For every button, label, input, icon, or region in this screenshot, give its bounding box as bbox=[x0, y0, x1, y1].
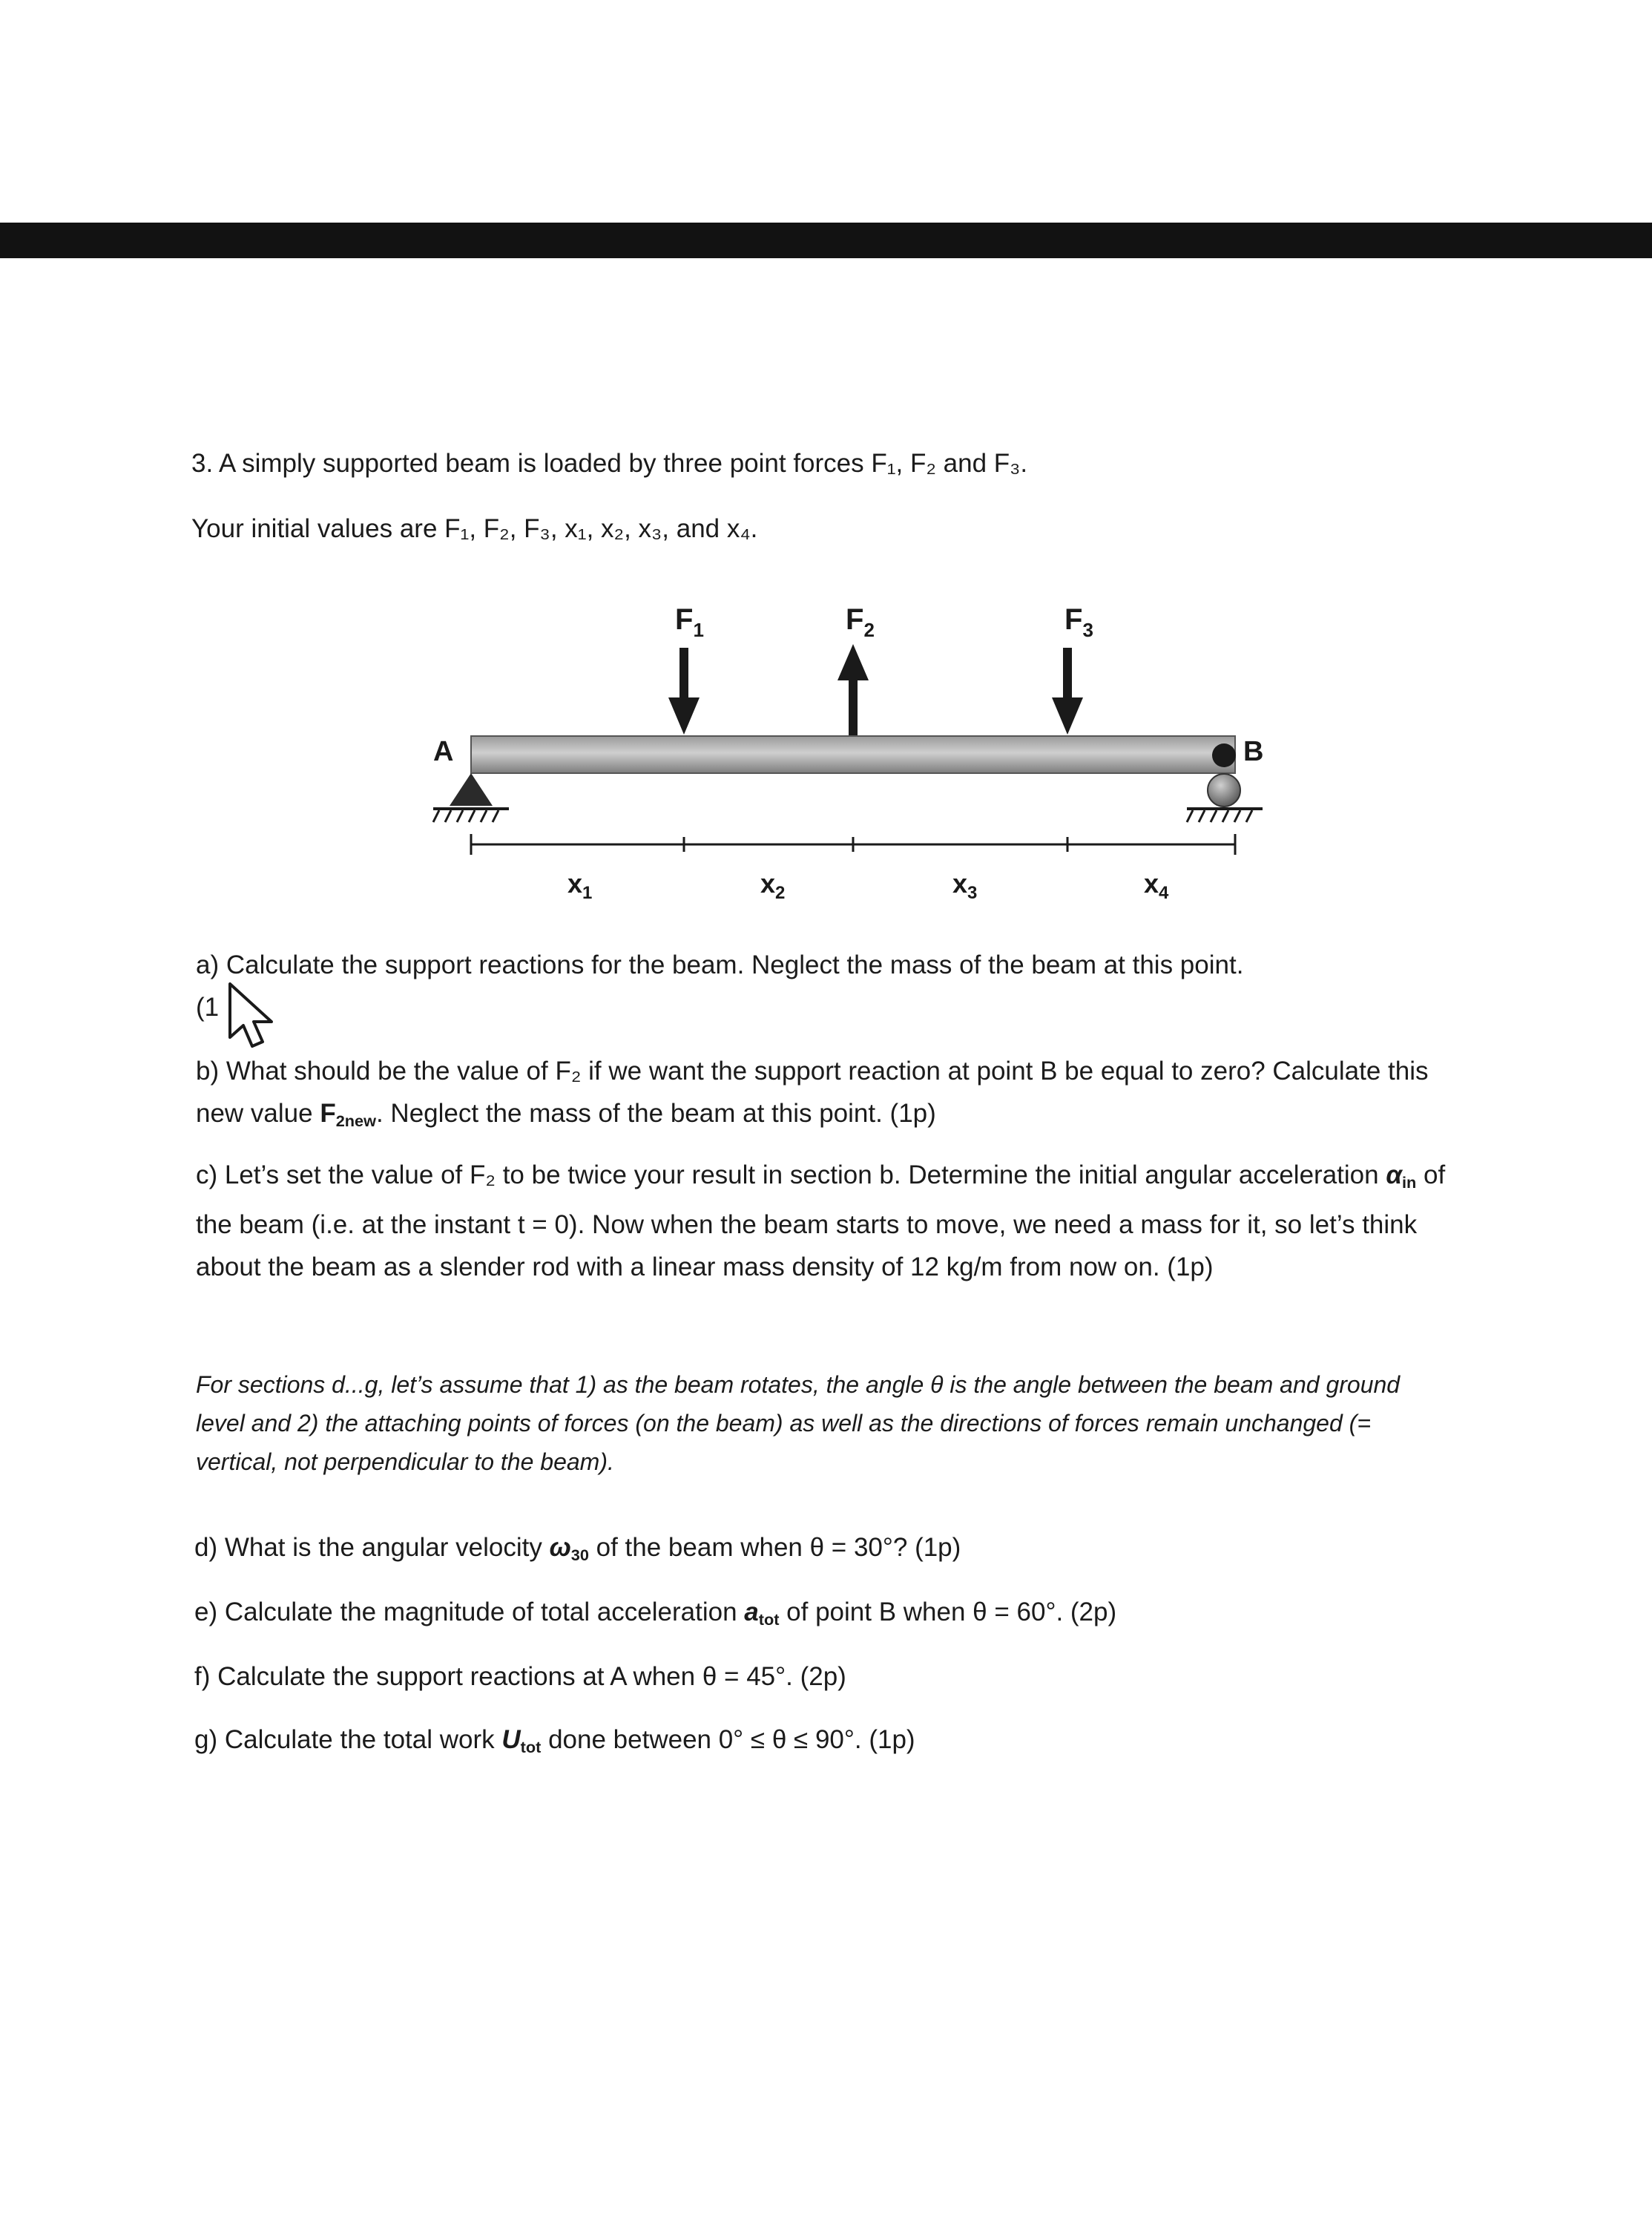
beam-diagram bbox=[401, 579, 1264, 920]
dimension-label-x2: $x_2$ bbox=[760, 868, 786, 903]
dimension-line bbox=[471, 834, 1235, 855]
dimension-label-x3: $x_3$ bbox=[952, 868, 978, 903]
question-c: c) Let’s set the value of F₂ to be twice your result in section b. Determine the initial angular acceleration $\alpha_{in}$ of the beam (i.e. at the instant t = 0). Now when the beam starts to move, we need a mass for it, so let’s think about the beam as a slender rod with a linear mass density of 12 kg/m from now on. (1p) bbox=[196, 1160, 1446, 1282]
problem-intro-line-1: 3. A simply supported beam is loaded by three point forces F₁, F₂ and F₃. bbox=[191, 449, 1028, 478]
question-f: f) Calculate the support reactions at A when θ = 45°. (2p) bbox=[194, 1662, 846, 1691]
beam bbox=[471, 736, 1235, 773]
force-arrow-f3-down bbox=[1052, 648, 1083, 735]
assumptions-note: For sections d...g, let’s assume that 1) as the beam rotates, the angle θ is the angle between the beam and ground level and 2) the attaching points of forces (on the beam) as well as the directions of forces remain unchanged (= vertical, not perpendicular to the beam). bbox=[196, 1371, 1401, 1475]
force-label-f2: $F_2$ bbox=[846, 603, 875, 641]
dimension-label-x4: $x_4$ bbox=[1144, 868, 1169, 903]
pin-support-a bbox=[433, 773, 509, 822]
top-black-bar bbox=[0, 223, 1652, 258]
question-g: g) Calculate the total work $U_{tot}$ done between 0° ≤ θ ≤ 90°. (1p) bbox=[194, 1725, 915, 1757]
force-label-f3: $F_3$ bbox=[1064, 603, 1093, 641]
force-arrow-f1-down bbox=[668, 648, 700, 735]
question-a bbox=[196, 944, 1449, 1028]
question-a-points: (1 bbox=[196, 993, 220, 1022]
support-label-a: A bbox=[433, 736, 454, 767]
support-label-b: B bbox=[1243, 736, 1264, 767]
question-d: d) What is the angular velocity $\omega_{30}$ of the beam when θ = 30°? (1p) bbox=[194, 1533, 961, 1565]
dimension-label-x1: $x_1$ bbox=[567, 868, 593, 903]
question-a-text: a) Calculate the support reactions for the beam. Neglect the mass of the beam at this point. bbox=[196, 951, 1244, 979]
force-label-f1: $F_1$ bbox=[675, 603, 704, 641]
question-b: b) What should be the value of F₂ if we want the support reaction at point B be equal to zero? Calculate this new value $F_{2new}$. Neglect the mass of the beam at this point. (1p) bbox=[196, 1057, 1429, 1131]
question-e: e) Calculate the magnitude of total acceleration $a_{tot}$ of point B when θ = 60°. (2p) bbox=[194, 1598, 1117, 1629]
mouse-pointer-icon bbox=[227, 981, 286, 1055]
force-arrow-f2-up bbox=[837, 644, 869, 737]
problem-intro-line-2: Your initial values are F₁, F₂, F₃, x₁, x₂, x₃, and x₄. bbox=[191, 514, 758, 543]
